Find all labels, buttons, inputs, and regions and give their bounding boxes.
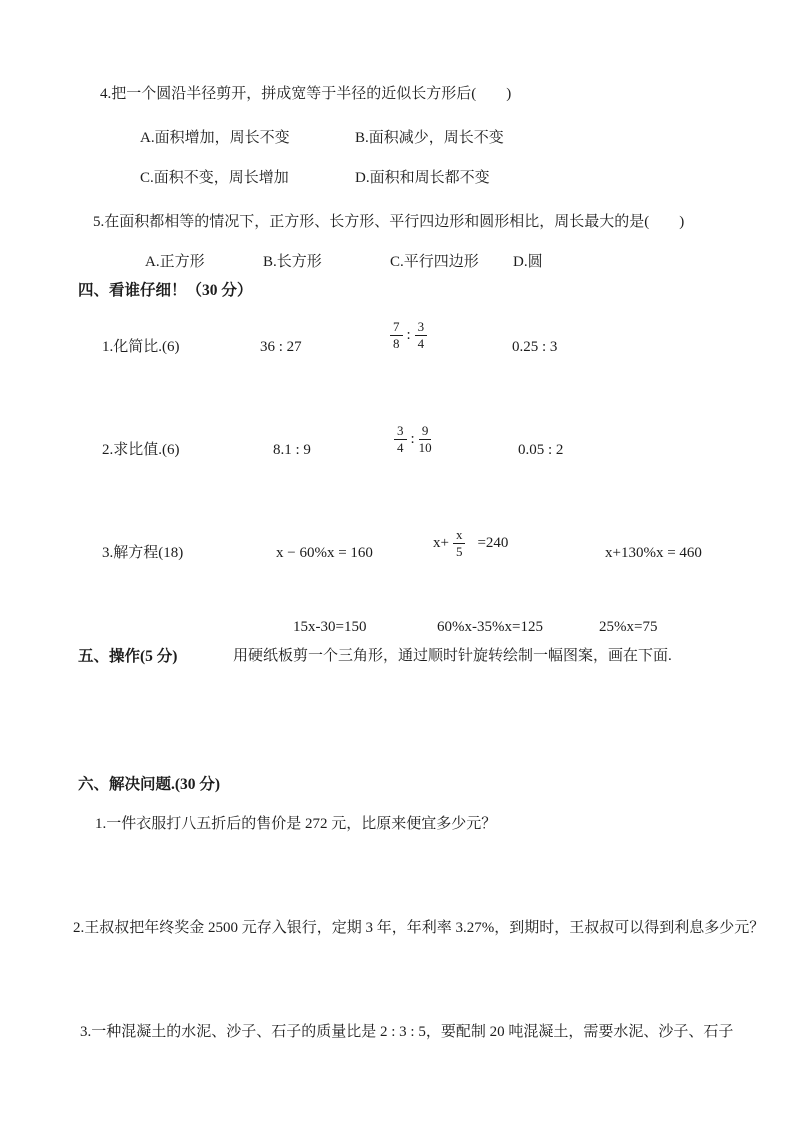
equation-2	[433, 528, 508, 559]
section-6-title: 六、解决问题.(30 分)	[78, 776, 221, 793]
fraction-denominator: 4	[417, 336, 425, 351]
ratio-value-item-1: 8.1 : 9	[273, 442, 311, 458]
fraction-numerator: 9	[419, 424, 432, 440]
fraction-numerator: 3	[415, 320, 428, 336]
simplify-fraction-ratio	[390, 320, 427, 351]
section-4-title: 四、看谁仔细！（30 分）	[78, 282, 253, 299]
question-5-option-b: B.长方形	[263, 254, 322, 270]
question-4-option-d: D.面积和周长都不变	[355, 170, 490, 186]
fraction-numerator: 3	[394, 424, 407, 440]
simplify-label: 1.化简比.(6)	[102, 339, 180, 355]
equation-6: 25%x=75	[599, 619, 658, 635]
ratio-value-fraction-ratio	[394, 424, 432, 455]
fraction-nine-tenths	[419, 424, 432, 455]
fraction-denominator: 4	[397, 440, 404, 455]
question-5-option-d: D.圆	[513, 254, 543, 270]
equation-5: 60%x-35%x=125	[437, 619, 543, 635]
question-4-option-c: C.面积不变，周长增加	[140, 170, 289, 186]
ratio-colon: :	[406, 327, 411, 343]
fraction-denominator: 10	[418, 440, 432, 455]
ratio-value-item-3: 0.05 : 2	[518, 442, 564, 458]
simplify-item-3: 0.25 : 3	[512, 339, 558, 355]
fraction-seven-eighths	[390, 320, 403, 351]
fraction-three-fourths	[394, 424, 407, 455]
problem-2: 2.王叔叔把年终奖金 2500 元存入银行，定期 3 年，年利率 3.27%，到期时，王叔叔可以得到利息多少元？	[73, 920, 765, 936]
question-5-option-c: C.平行四边形	[390, 254, 479, 270]
question-5-stem: 5.在面积都相等的情况下，正方形、长方形、平行四边形和圆形相比，周长最大的是( )	[93, 214, 685, 230]
equation-1: x − 60%x = 160	[276, 545, 373, 561]
fraction-denominator: 5	[455, 544, 463, 559]
problem-1: 1.一件衣服打八五折后的售价是 272 元，比原来便宜多少元？	[95, 816, 497, 832]
equation-3: x+130%x = 460	[605, 545, 702, 561]
fraction-denominator: 8	[393, 336, 400, 351]
section-5-instruction: 用硬纸板剪一个三角形，通过顺时针旋转绘制一幅图案，画在下面.	[233, 648, 672, 664]
question-4-option-b: B.面积减少，周长不变	[355, 130, 504, 146]
question-5-option-a: A.正方形	[145, 254, 205, 270]
fraction-numerator: 7	[390, 320, 403, 336]
problem-3: 3.一种混凝土的水泥、沙子、石子的质量比是 2 : 3 : 5，要配制 20 吨混凝土，需要水泥、沙子、石子	[80, 1024, 734, 1040]
ratio-value-label: 2.求比值.(6)	[102, 442, 180, 458]
simplify-item-1: 36 : 27	[260, 339, 302, 355]
ratio-colon: :	[410, 431, 415, 447]
question-4-option-a: A.面积增加，周长不变	[140, 130, 290, 146]
fraction-numerator: x	[453, 528, 466, 544]
equation-2-prefix: x+	[433, 535, 449, 551]
section-5-title: 五、操作(5 分)	[78, 648, 178, 665]
equation-2-suffix: =240	[477, 535, 509, 551]
question-4-stem: 4.把一个圆沿半径剪开，拼成宽等于半径的近似长方形后( )	[100, 86, 512, 102]
fraction-x-fifths	[453, 528, 466, 559]
equations-label: 3.解方程(18)	[102, 545, 184, 561]
fraction-three-fourths	[415, 320, 428, 351]
equation-4: 15x-30=150	[293, 619, 367, 635]
